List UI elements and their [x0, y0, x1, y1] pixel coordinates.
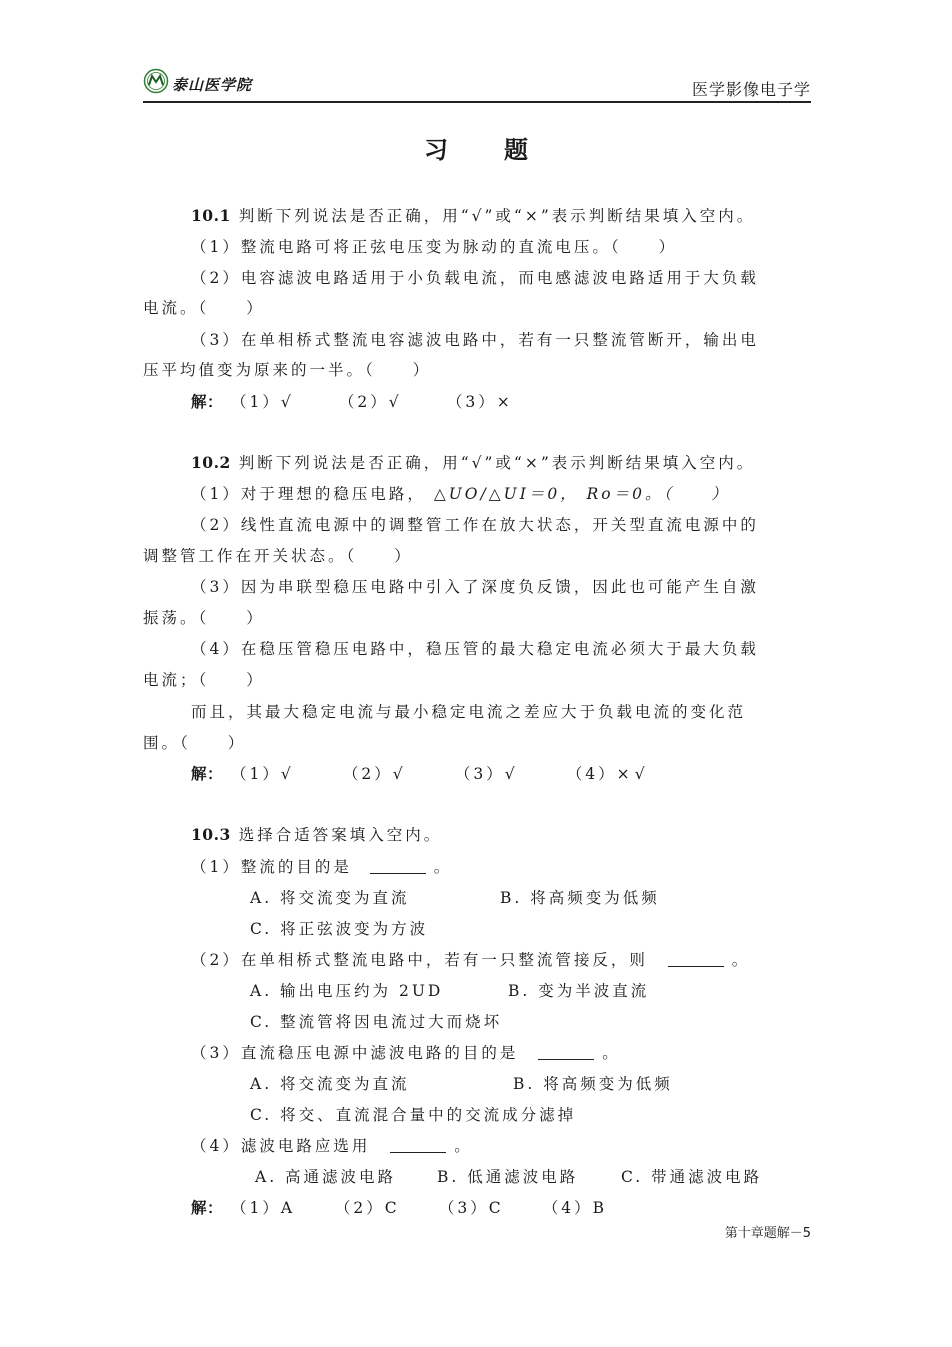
q3-part-2-period: 。 [731, 951, 751, 969]
q3-part-2 [191, 948, 750, 970]
q2-item-4-line-2: 电流；（ ） [143, 671, 265, 689]
q3-part-2-option-c: C. 整流管将因电流过大而烧坏 [250, 1013, 503, 1031]
q3-part-4-option-c: C. 带通滤波电路 [621, 1168, 763, 1186]
q1-answer-3: （3）× [446, 393, 513, 411]
course-name: 医学影像电子学 [691, 80, 811, 99]
q3-part-1-blank [370, 859, 426, 874]
q1-answer-2: （2）√ [338, 393, 402, 411]
q3-answer-1: （1）A [230, 1199, 296, 1217]
q1-answer-row [191, 390, 513, 412]
q2-item-5-line-1: 而且，其最大稳定电流与最小稳定电流之差应大于负载电流的变化范 [191, 703, 747, 721]
q2-stem [191, 451, 755, 473]
q2-answer-label: 解： [191, 764, 224, 783]
q2-answer-extra: √ [634, 765, 648, 783]
q2-answer-4: （4）× [566, 765, 633, 783]
school-name: 泰山医学院 [172, 76, 253, 94]
q1-stem-text: 判断下列说法是否正确，用“√”或“×”表示判断结果填入空内。 [238, 207, 756, 225]
q3-part-2-text: （2）在单相桥式整流电路中，若有一只整流管接反，则 [191, 951, 648, 969]
q3-part-3-blank [538, 1045, 594, 1060]
q3-part-3 [191, 1041, 621, 1063]
q3-part-2-option-b: B. 变为半波直流 [508, 982, 650, 1000]
q3-part-3-option-a: A. 将交流变为直流 [250, 1075, 410, 1093]
q3-part-3-option-b: B. 将高频变为低频 [513, 1075, 673, 1093]
q3-part-1-option-a: A. 将交流变为直流 [250, 889, 410, 907]
q2-item-2-line-2: 调整管工作在开关状态。（ ） [143, 547, 413, 565]
q3-answer-2: （2）C [334, 1199, 400, 1217]
q3-part-3-option-c: C. 将交、直流混合量中的交流成分滤掉 [250, 1106, 577, 1124]
q3-answer-4: （4）B [542, 1199, 608, 1217]
title-char-2: 题 [504, 136, 528, 164]
q2-item-1-ratio: △UO/△UI＝0， [433, 485, 579, 503]
q3-part-1-option-c: C. 将正弦波变为方波 [250, 920, 429, 938]
q3-part-4-period: 。 [454, 1137, 473, 1155]
q3-part-4-blank [390, 1138, 446, 1153]
q2-answer-row [191, 762, 648, 784]
q3-part-3-period: 。 [602, 1044, 621, 1062]
q3-number: 10.3 [191, 825, 231, 844]
q2-item-3-line-2: 振荡。（ ） [143, 609, 265, 627]
q3-stem-text: 选择合适答案填入空内。 [238, 826, 443, 844]
q3-part-1-text: （1）整流的目的是 [191, 858, 352, 876]
page-number-footer: 第十章题解－5 [724, 1226, 811, 1241]
q2-answer-3: （3）√ [454, 765, 518, 783]
q1-item-2-line-1: （2）电容滤波电路适用于小负载电流，而电感滤波电路适用于大负载 [191, 269, 759, 287]
q1-answer-label: 解： [191, 392, 224, 411]
page-title [0, 130, 952, 165]
q3-part-1-option-b: B. 将高频变为低频 [500, 889, 660, 907]
q3-part-4 [191, 1134, 473, 1156]
q1-item-3-line-2: 压平均值变为原来的一半。（ ） [143, 361, 432, 379]
q2-item-3-line-1: （3）因为串联型稳压电路中引入了深度负反馈，因此也可能产生自激 [191, 578, 759, 596]
q3-answer-3: （3）C [438, 1199, 504, 1217]
q3-answer-row [191, 1196, 607, 1218]
q3-part-4-text: （4）滤波电路应选用 [191, 1137, 371, 1155]
q3-part-2-blank [668, 952, 724, 967]
q3-part-4-option-a: A. 高通滤波电路 [255, 1168, 397, 1186]
q2-item-1-text: （1）对于理想的稳压电路， [191, 485, 426, 503]
q3-part-4-option-b: B. 低通滤波电路 [437, 1168, 579, 1186]
header-divider [143, 101, 811, 103]
q2-answer-2: （2）√ [342, 765, 406, 783]
q3-part-1 [191, 855, 452, 877]
q1-number: 10.1 [191, 206, 231, 225]
title-char-1: 习 [424, 136, 448, 164]
q3-stem [191, 823, 442, 845]
q1-item-1: （1）整流电路可将正弦电压变为脉动的直流电压。（ ） [191, 238, 678, 256]
q1-item-3-line-1: （3）在单相桥式整流电容滤波电路中，若有一只整流管断开，输出电 [191, 331, 759, 349]
q3-part-3-text: （3）直流稳压电源中滤波电路的目的是 [191, 1044, 519, 1062]
q3-part-1-period: 。 [433, 858, 453, 876]
q3-answer-label: 解： [191, 1198, 224, 1217]
q2-item-2-line-1: （2）线性直流电源中的调整管工作在放大状态，开关型直流电源中的 [191, 516, 759, 534]
q1-item-2-line-2: 电流。（ ） [143, 299, 265, 317]
q2-number: 10.2 [191, 453, 231, 472]
q1-answer-1: （1）√ [230, 393, 294, 411]
school-logo-icon [143, 68, 169, 94]
q2-answer-1: （1）√ [230, 765, 294, 783]
q2-item-5-line-2: 围。（ ） [143, 734, 247, 752]
q3-part-2-option-a: A. 输出电压约为 2UD [250, 982, 444, 1000]
q1-stem [191, 204, 755, 226]
q2-item-4-line-1: （4）在稳压管稳压电路中，稳压管的最大稳定电流必须大于最大负载 [191, 640, 759, 658]
q2-item-1 [191, 482, 730, 504]
q2-stem-text: 判断下列说法是否正确，用“√”或“×”表示判断结果填入空内。 [238, 454, 756, 472]
q2-item-1-ro: Ro＝0。（ ） [586, 485, 730, 503]
